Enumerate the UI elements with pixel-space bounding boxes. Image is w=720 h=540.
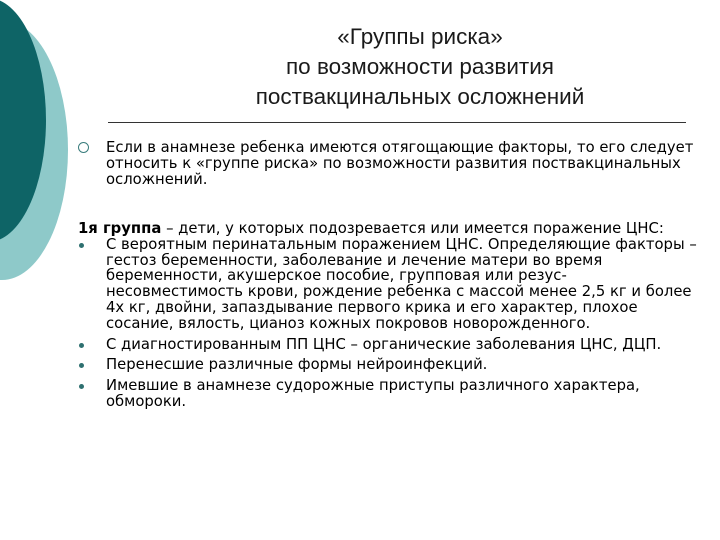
group-1-list: [78, 237, 698, 410]
bullet-dot-icon: [79, 384, 84, 389]
hollow-circle-icon: [78, 142, 89, 153]
list-item: [78, 237, 698, 332]
list-item-text: С вероятным перинатальным поражением ЦНС. Определяющие факторы – гестоз беременности, заболевание и лечение матери во время беременности, акушерское пособие, групповая или резус-несовместимость крови, рождение ребенка с массой менее 2,5 кг и более 4х кг, двойни, запаздывание первого крика и его характер, плохое сосание, вялость, цианоз кожных покровов новорожденного.: [106, 235, 697, 332]
title-line-2: по возможности развития: [286, 54, 554, 79]
group-1-description: – дети, у которых подозревается или имеется поражение ЦНС:: [161, 220, 664, 237]
decorative-teal-shape: [0, 0, 70, 300]
list-item-text: С диагностированным ПП ЦНС – органические заболевания ЦНС, ДЦП.: [106, 335, 662, 353]
list-item: [78, 337, 698, 353]
title-line-1: «Группы риска»: [337, 24, 503, 49]
bullet-dot-icon: [79, 343, 84, 348]
group-1-heading: [78, 221, 698, 237]
list-item-text: Имевшие в анамнезе судорожные приступы различного характера, обмороки.: [106, 377, 640, 410]
intro-text: Если в анамнезе ребенка имеются отягощающие факторы, то его следует относить к «группе риска» по возможности развития поствакцинальных осложнений.: [106, 139, 694, 188]
intro-paragraph: [78, 140, 698, 188]
bullet-dot-icon: [79, 363, 84, 368]
title-line-3: поствакцинальных осложнений: [255, 84, 585, 109]
list-item: [78, 378, 698, 410]
group-1-section: [78, 221, 698, 410]
group-1-label: 1я группа: [78, 220, 162, 237]
bullet-dot-icon: [79, 243, 84, 248]
list-item-text: Перенесшие различные формы нейроинфекций.: [106, 356, 488, 374]
slide-title: [150, 22, 690, 112]
list-item: [78, 357, 698, 373]
title-underline: [108, 122, 686, 123]
